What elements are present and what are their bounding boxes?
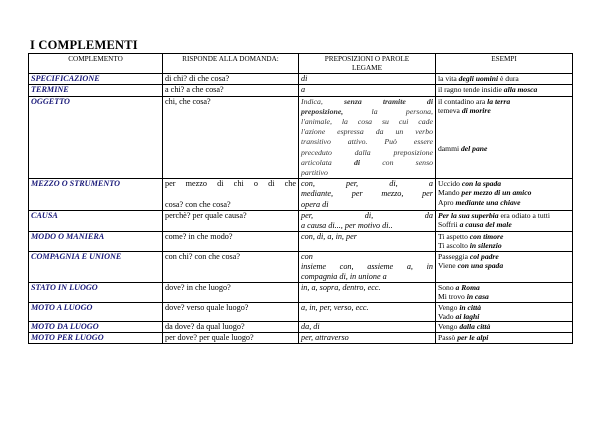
complemento-name: CAUSA <box>29 210 163 231</box>
table-row <box>29 283 573 302</box>
preposizioni-line <box>301 107 433 117</box>
table-row <box>29 210 573 231</box>
highlight-text: degli uomini <box>458 74 499 84</box>
plain-text: Ti ascolto <box>438 241 470 251</box>
plain-text: transitivo attivo. Può essere <box>301 137 433 147</box>
plain-text: temeva <box>438 105 462 115</box>
esempio <box>438 252 570 261</box>
highlight-text: in casa <box>466 292 489 302</box>
plain-text: la persona, <box>343 106 433 116</box>
highlight-text: per le alpi <box>457 333 489 343</box>
plain-text: Ti aspetto <box>438 232 470 242</box>
table-row <box>29 85 573 96</box>
plain-text: Passeggia <box>438 251 470 261</box>
highlight-text: a Roma <box>455 283 480 293</box>
esempio <box>438 232 570 241</box>
preposizioni-line: compagnia di, in unione a <box>301 272 387 282</box>
esempi-cell <box>436 96 573 179</box>
preposizioni-cell: per, attraverso <box>299 333 436 344</box>
esempio <box>438 283 570 292</box>
esempio <box>438 188 570 197</box>
preposizioni-cell: in, a, sopra, dentro, ecc. <box>299 283 436 302</box>
complemento-name: OGGETTO <box>29 96 163 179</box>
plain-text: il contadino ara <box>438 96 488 106</box>
preposizioni-cell <box>299 96 436 179</box>
esempi-cell <box>436 322 573 333</box>
esempi-cell <box>436 179 573 211</box>
plain-text: il ragno tende insidie <box>438 85 504 95</box>
header-risponde: RISPONDE ALLA DOMANDA: <box>163 54 299 74</box>
complemento-name: COMPAGNIA E UNIONE <box>29 251 163 283</box>
plain-text: partitivo <box>301 168 328 178</box>
preposizioni-line <box>301 127 433 137</box>
table-row <box>29 232 573 251</box>
preposizioni-line: a causa di..., per motivo di.. <box>301 221 393 231</box>
preposizioni-cell: a, in, per, verso, ecc. <box>299 302 436 321</box>
esempi-cell <box>436 85 573 96</box>
preposizioni-line <box>301 137 433 147</box>
esempio <box>438 106 570 115</box>
esempio <box>438 220 570 229</box>
esempi-cell <box>436 210 573 231</box>
complemento-name: MODO O MANIERA <box>29 232 163 251</box>
plain-text: Passò <box>438 333 458 343</box>
plain-text: dammi <box>438 144 461 153</box>
highlight-text: a causa del male <box>459 220 512 230</box>
esempio <box>438 211 570 220</box>
preposizioni-line: mediante, per mezzo, per <box>301 189 433 199</box>
domanda-cell: da dove? da qual luogo? <box>163 322 299 333</box>
preposizioni-cell <box>299 179 436 211</box>
esempio <box>438 303 570 312</box>
highlight-text: la terra <box>487 96 511 106</box>
domanda-cell: dove? in che luogo? <box>163 283 299 302</box>
esempio <box>438 312 570 321</box>
highlight-text: in silenzio <box>469 241 502 251</box>
esempio <box>438 144 570 153</box>
esempio <box>438 179 570 188</box>
preposizioni-cell <box>299 251 436 283</box>
esempi-cell <box>436 283 573 302</box>
plain-text: Viene <box>438 260 458 270</box>
preposizioni-line: con <box>301 251 313 261</box>
header-complemento: COMPLEMENTO <box>29 54 163 74</box>
preposizioni-line: opera di <box>301 199 329 209</box>
highlight-text: mediante una chiave <box>455 197 521 207</box>
highlight-text: con timore <box>469 232 504 242</box>
highlight-text: senza tramite di <box>343 96 433 106</box>
plain-text: l'animale, la cosa su cui cade <box>301 117 433 126</box>
complemento-name: SPECIFICAZIONE <box>29 74 163 85</box>
esempio <box>438 198 570 207</box>
domanda-cell: di chi? di che cosa? <box>163 74 299 85</box>
spacer <box>438 115 570 144</box>
table-row <box>29 251 573 283</box>
preposizioni-line <box>301 168 433 178</box>
esempio <box>438 85 570 94</box>
plain-text: Uccido <box>438 179 462 189</box>
esempio <box>438 241 570 250</box>
highlight-text: di <box>353 157 361 167</box>
preposizioni-cell: da, di <box>299 322 436 333</box>
preposizioni-line <box>301 97 433 107</box>
esempio <box>438 74 570 83</box>
highlight-text: di morire <box>461 105 491 115</box>
header-preposizioni-line2: LEGAME <box>352 63 382 72</box>
plain-text: Mando <box>438 188 462 198</box>
preposizioni-line: con, per, di, a <box>301 179 433 189</box>
domanda-cell: a chi? a che cosa? <box>163 85 299 96</box>
preposizioni-line <box>301 117 433 127</box>
plain-text: Indica, <box>301 96 344 106</box>
highlight-text: del pane <box>461 144 488 153</box>
esempio <box>438 292 570 301</box>
complemento-name: MOTO A LUOGO <box>29 302 163 321</box>
preposizioni-line: insieme con, assieme a, in <box>301 261 433 271</box>
domanda-line: per mezzo di chi o di che <box>165 179 296 189</box>
header-preposizioni-line1: PREPOSIZIONI O PAROLE <box>324 55 410 63</box>
domanda-cell: per dove? per quale luogo? <box>163 333 299 344</box>
preposizioni-line: per, di, da <box>301 210 433 220</box>
domanda-cell <box>163 179 299 211</box>
esempi-cell <box>436 333 573 344</box>
complemento-name: MOTO DA LUOGO <box>29 322 163 333</box>
highlight-text: col padre <box>469 251 499 261</box>
plain-text: Vengo <box>438 302 460 312</box>
plain-text: Vengo <box>438 322 460 332</box>
plain-text: Sono <box>438 283 456 293</box>
highlight-text: Per la sua superbia <box>438 210 499 220</box>
header-preposizioni <box>299 54 436 74</box>
domanda-cell: dove? verso quale luogo? <box>163 302 299 321</box>
preposizioni-cell <box>299 210 436 231</box>
header-esempi: ESEMPI <box>436 54 573 74</box>
table-row <box>29 302 573 321</box>
highlight-text: per mezzo di un amico <box>461 188 532 198</box>
table-row <box>29 74 573 85</box>
esempio <box>438 322 570 331</box>
preposizioni-line <box>301 148 433 158</box>
table-row <box>29 96 573 179</box>
plain-text: Vado <box>438 311 456 321</box>
plain-text: è dura <box>498 74 519 84</box>
esempio <box>438 97 570 106</box>
esempi-cell <box>436 251 573 283</box>
table-row <box>29 179 573 211</box>
highlight-text: dalla città <box>459 322 491 332</box>
esempi-cell <box>436 74 573 85</box>
plain-text: Apro <box>438 197 456 207</box>
highlight-text: preposizione, <box>301 106 344 116</box>
complemento-name: MEZZO O STRUMENTO <box>29 179 163 211</box>
domanda-cell: chi, che cosa? <box>163 96 299 179</box>
plain-text: Soffrii <box>438 220 460 230</box>
table-row <box>29 322 573 333</box>
domanda-cell: perchè? per quale causa? <box>163 210 299 231</box>
highlight-text: alla mosca <box>503 85 538 95</box>
plain-text: la vita <box>438 74 459 84</box>
preposizioni-cell: con, di, a, in, per <box>299 232 436 251</box>
preposizioni-cell: a <box>299 85 436 96</box>
preposizioni-cell: di <box>299 74 436 85</box>
esempi-cell <box>436 302 573 321</box>
plain-text: articolata <box>301 157 354 167</box>
header-row <box>29 54 573 74</box>
highlight-text: ai laghi <box>455 311 480 321</box>
plain-text: preceduto dalla preposizione <box>301 147 433 157</box>
complemento-name: STATO IN LUOGO <box>29 283 163 302</box>
highlight-text: con una spada <box>457 260 504 270</box>
domanda-line: cosa? con che cosa? <box>165 199 231 209</box>
complementi-table <box>28 53 573 344</box>
esempio <box>438 333 570 342</box>
page-title: I COMPLEMENTI <box>30 38 138 52</box>
domanda-cell: come? in che modo? <box>163 232 299 251</box>
esempi-cell <box>436 232 573 251</box>
highlight-text: con la spada <box>461 179 502 189</box>
highlight-text: in città <box>459 302 482 312</box>
preposizioni-line <box>301 158 433 168</box>
plain-text: era odiato a tutti <box>498 210 550 220</box>
domanda-cell: con chi? con che cosa? <box>163 251 299 283</box>
plain-text: Mi trovo <box>438 292 467 302</box>
plain-text: con senso <box>360 157 434 167</box>
plain-text: l'azione espressa da un verbo <box>301 127 433 137</box>
esempio <box>438 261 570 270</box>
complemento-name: TERMINE <box>29 85 163 96</box>
table-row <box>29 333 573 344</box>
complemento-name: MOTO PER LUOGO <box>29 333 163 344</box>
